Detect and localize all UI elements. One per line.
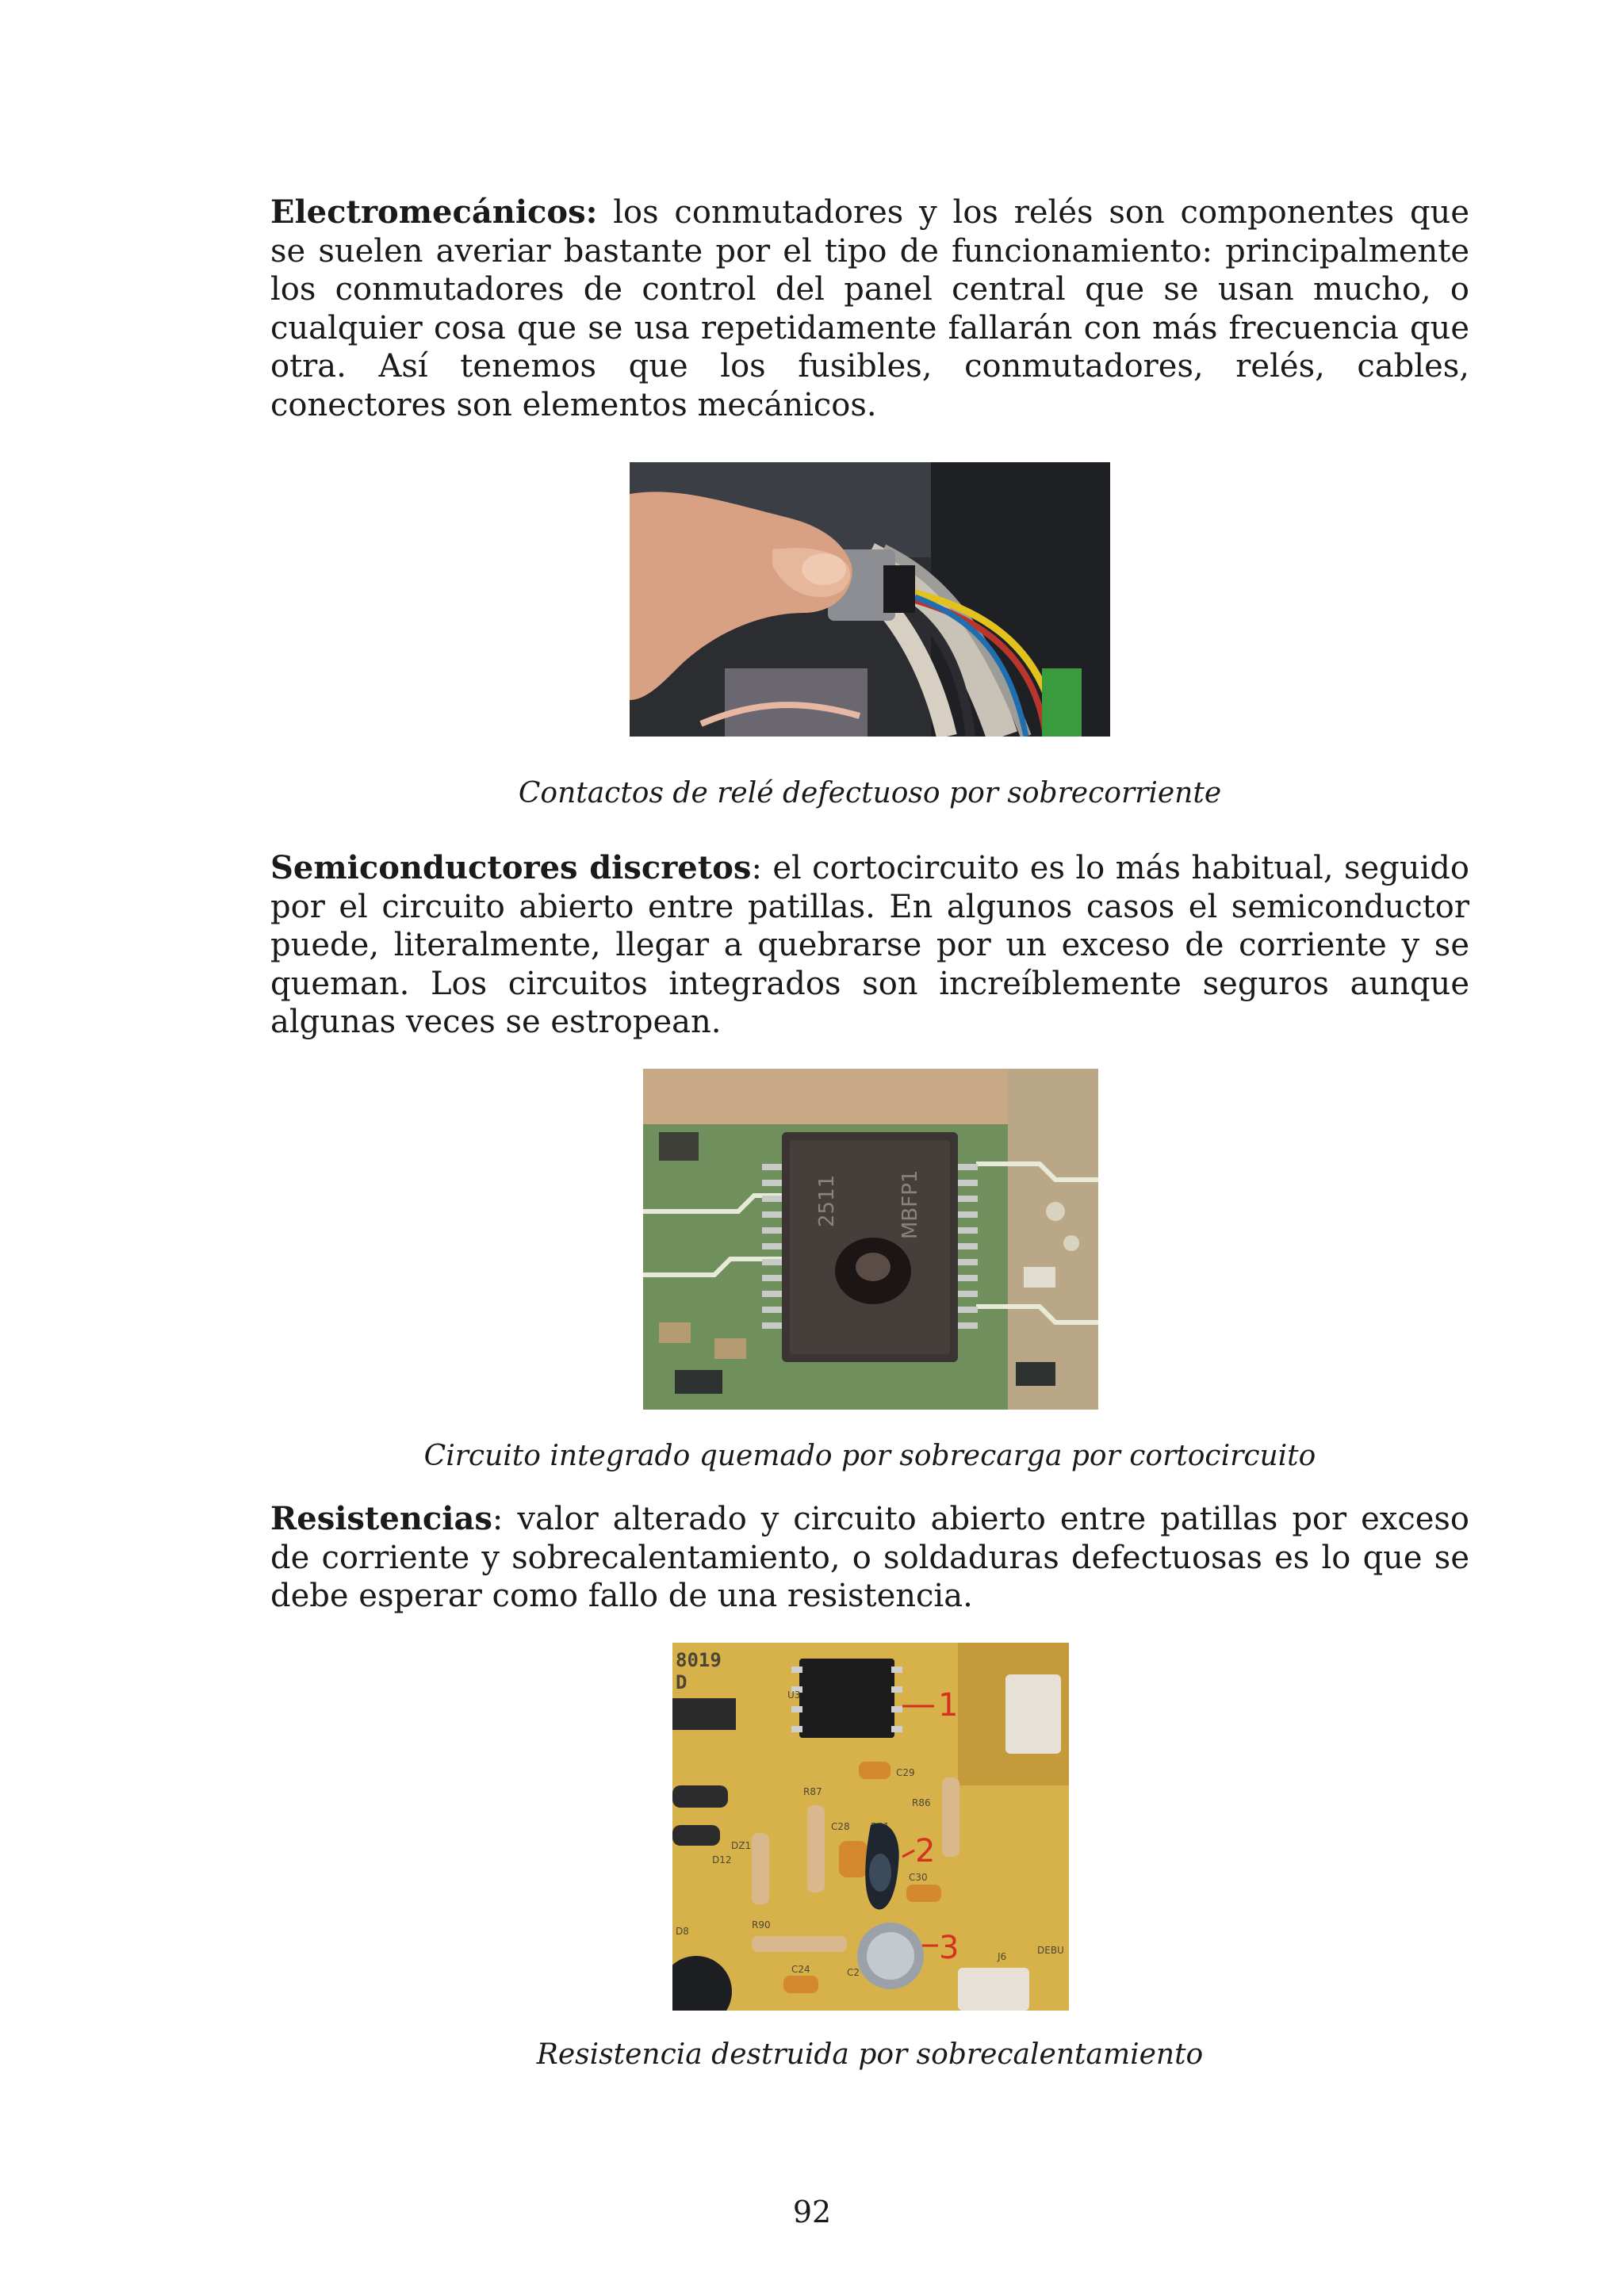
- chip-marking-b: MBFP1: [898, 1169, 922, 1239]
- term-semiconductores: Semiconductores discretos: [270, 849, 752, 886]
- u3-label: U3: [787, 1689, 801, 1701]
- debu-label: DEBU: [1037, 1945, 1064, 1956]
- c24-label: C24: [791, 1964, 810, 1975]
- paragraph-semiconductores: [270, 849, 1469, 1042]
- j6-label: J6: [998, 1951, 1007, 1962]
- page-number: 92: [792, 2195, 832, 2229]
- marker-3: 3: [939, 1930, 959, 1966]
- d8-label: D8: [676, 1926, 689, 1937]
- c29-label: C29: [896, 1767, 915, 1778]
- marker-2: 2: [915, 1833, 936, 1869]
- c28-label: C28: [831, 1821, 850, 1832]
- d12-label: D12: [712, 1854, 732, 1866]
- term-electromecanicos: Electromecánicos:: [270, 193, 598, 231]
- paragraph-text: : el cortocircuito es lo más habitual, seguido por el circuito abierto entre patillas. En algunos casos el semiconductor puede, literalmente, llegar a quebrarse por un exceso de corriente y se queman. Los circuitos integrados son increíblemente seguros aunque algunas veces se estropean.: [270, 850, 1469, 1040]
- relay-photo-illustration: [630, 462, 1110, 737]
- burnt-resistor-photo: [672, 1643, 1069, 2011]
- board-code-label: 8019: [676, 1649, 722, 1671]
- r87-label: R87: [803, 1786, 822, 1797]
- burnt-resistor-illustration: [672, 1643, 1069, 2011]
- board-sub-label: D: [676, 1671, 688, 1693]
- burnt-ic-illustration: [643, 1069, 1098, 1410]
- r90-label: R90: [752, 1919, 771, 1931]
- r86-label: R86: [912, 1797, 931, 1808]
- c2-label: C2: [847, 1967, 860, 1978]
- paragraph-resistencias: [270, 1500, 1469, 1616]
- caption-relay-photo: Contactos de relé defectuoso por sobrecorriente: [518, 777, 1222, 809]
- caption-burnt-resistor-photo: Resistencia destruida por sobrecalentamiento: [536, 2038, 1204, 2071]
- burnt-ic-photo: [643, 1069, 1098, 1410]
- term-resistencias: Resistencias: [270, 1500, 492, 1537]
- c30-label: C30: [909, 1872, 928, 1883]
- paragraph-electromecanicos: [270, 193, 1469, 424]
- caption-burnt-ic-photo: Circuito integrado quemado por sobrecarga por cortocircuito: [423, 1440, 1316, 1472]
- chip-marking-a: 2511: [815, 1174, 839, 1227]
- dz1-label: DZ1: [731, 1840, 752, 1851]
- paragraph-text: : valor alterado y circuito abierto entre patillas por exceso de corriente y sobrecalentamiento, o soldaduras defectuosas es lo que se debe esperar como fallo de una resistencia.: [270, 1501, 1469, 1614]
- marker-1: 1: [938, 1687, 959, 1724]
- paragraph-text: los conmutadores y los relés son componentes que se suelen averiar bastante por el tipo de funcionamiento: principalmente los conmutadores de control del panel central que se usan mucho, o cualquier cosa que se usa repetidamente fallarán con más frecuencia que otra. Así tenemos que los fusibles, conmutadores, relés, cables, conectores son elementos mecánicos.: [270, 194, 1469, 423]
- relay-contacts-photo: [630, 462, 1110, 737]
